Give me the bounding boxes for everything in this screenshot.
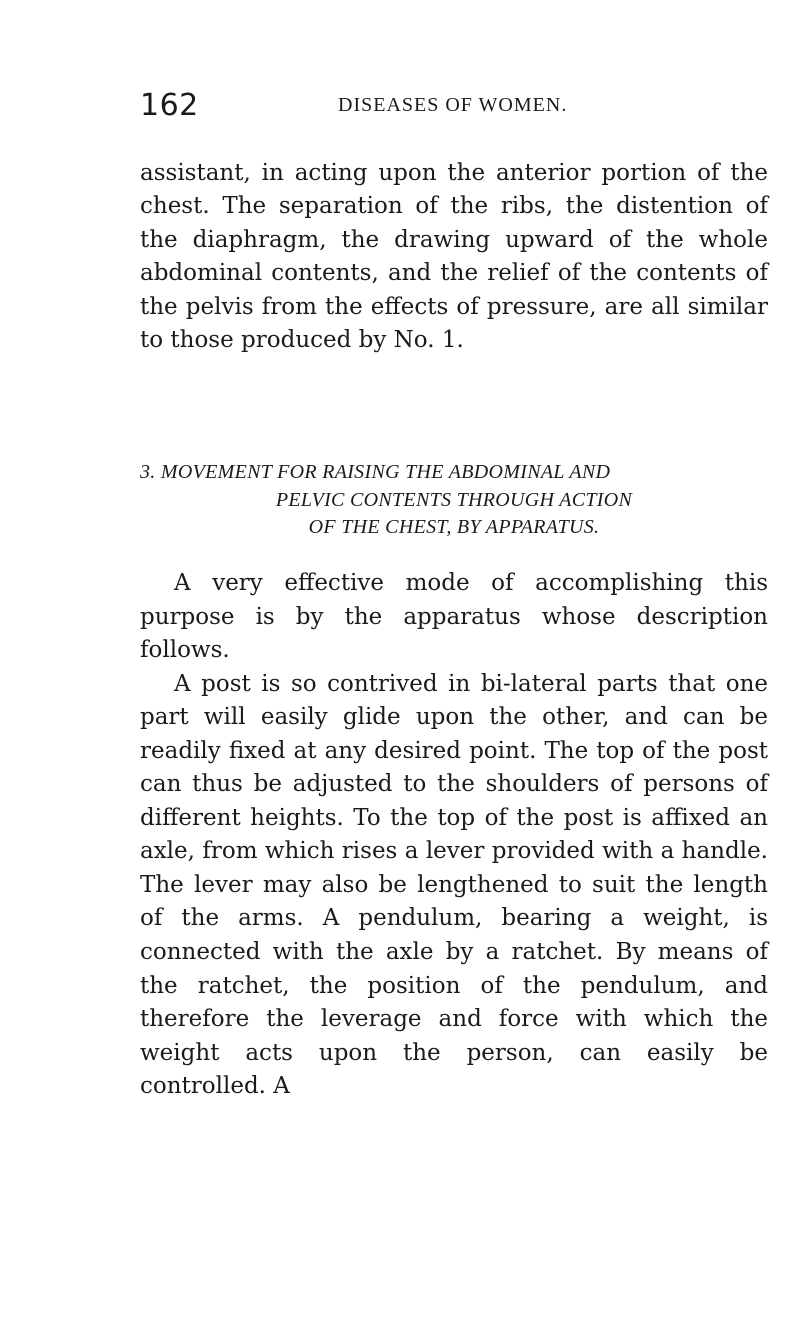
paragraph-apparatus-description: A post is so contrived in bi-lateral parts that one part will easily glide upon the other, and can be readily fixed at any desired point. The top of the post can thus be adjusted to the shoulders of persons of different heights. To the top of the post is affixed an axle, from which rises a lever provided with a handle. The lever may also be lengthened to suit the length of the arms. A pendulum, bearing a weight, is connected with the axle by a ratchet. By means of the ratchet, the position of the pendulum, and therefore the leverage and force with which the weight acts upon the person, can easily be controlled. A [140, 670, 768, 1100]
running-head [140, 88, 766, 128]
running-title: DISEASES OF WOMEN. [338, 94, 568, 116]
section-body [140, 567, 768, 1104]
opening-text [140, 157, 768, 357]
page-number: 162 [140, 88, 199, 123]
paragraph-opening: assistant, in acting upon the anterior portion of the chest. The separation of the ribs, the distention of the diaphragm, the drawing upward of the whole abdominal contents, and the relief of the contents of the pelvis from the effects of pressure, are all similar to those produced by No. 1. [140, 160, 768, 354]
section-heading [140, 459, 768, 542]
section-heading-line-1: 3. MOVEMENT FOR RAISING THE ABDOMINAL AND [140, 461, 611, 483]
paragraph-apparatus-intro: A very effective mode of accomplishing this purpose is by the apparatus whose description follows. [140, 570, 768, 664]
section-heading-line-2: PELVIC CONTENTS THROUGH ACTION [275, 488, 633, 511]
section-heading-line-3: OF THE CHEST, BY APPARATUS. [308, 516, 600, 538]
